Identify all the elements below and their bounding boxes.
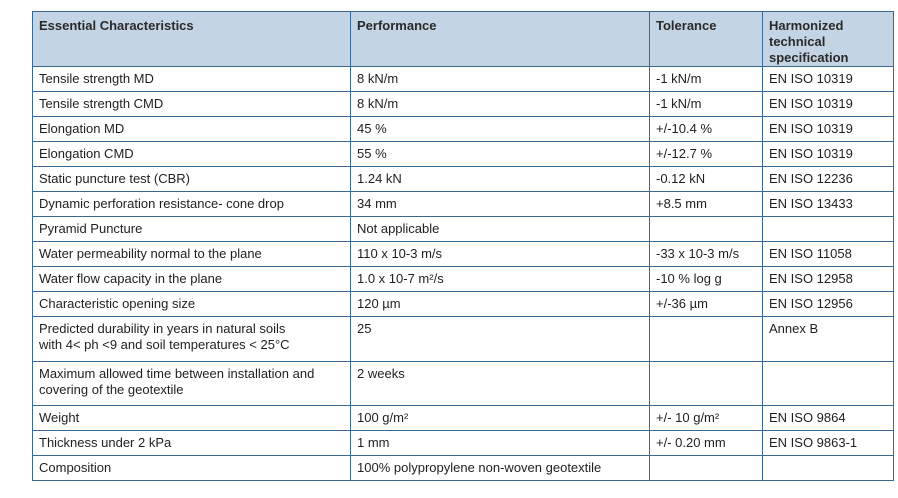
tolerance-cell: -1 kN/m [650,67,763,92]
specification-cell: EN ISO 12236 [763,167,894,192]
tolerance-cell: +/- 0.20 mm [650,431,763,456]
specification-cell: EN ISO 9863-1 [763,431,894,456]
specification-cell: EN ISO 9864 [763,406,894,431]
specification-cell: EN ISO 10319 [763,67,894,92]
performance-cell: 1.0 x 10-7 m²/s [351,267,650,292]
table-row [33,117,894,142]
tolerance-cell: +/-10.4 % [650,117,763,142]
specification-cell [763,362,894,406]
performance-cell: 110 x 10-3 m/s [351,242,650,267]
performance-cell: 34 mm [351,192,650,217]
characteristic-cell: Elongation MD [33,117,351,142]
characteristic-cell: Elongation CMD [33,142,351,167]
tolerance-cell [650,317,763,362]
table-row [33,456,894,481]
table-row [33,242,894,267]
table-row [33,167,894,192]
table-row [33,406,894,431]
performance-cell: 120 µm [351,292,650,317]
tolerance-cell [650,456,763,481]
performance-cell: 1 mm [351,431,650,456]
specification-cell: Annex B [763,317,894,362]
characteristic-cell: Predicted durability in years in natural soils with 4< ph <9 and soil temperatures < 25°C [33,317,351,362]
table-header [33,12,894,67]
specification-cell: EN ISO 10319 [763,142,894,167]
table-body [33,67,894,481]
performance-cell: Not applicable [351,217,650,242]
specification-cell: EN ISO 10319 [763,117,894,142]
header-row [33,12,894,67]
performance-cell: 8 kN/m [351,67,650,92]
specification-cell: EN ISO 10319 [763,92,894,117]
characteristic-cell: Weight [33,406,351,431]
characteristic-cell: Maximum allowed time between installation and covering of the geotextile [33,362,351,406]
specification-cell: EN ISO 13433 [763,192,894,217]
tolerance-cell: -1 kN/m [650,92,763,117]
specification-cell [763,217,894,242]
table-row [33,317,894,362]
header-performance: Performance [351,12,650,67]
characteristic-cell: Tensile strength CMD [33,92,351,117]
table-row [33,192,894,217]
performance-cell: 100% polypropylene non-woven geotextile [351,456,650,481]
performance-cell: 2 weeks [351,362,650,406]
specification-cell: EN ISO 12958 [763,267,894,292]
characteristic-cell: Static puncture test (CBR) [33,167,351,192]
tolerance-cell: +/- 10 g/m² [650,406,763,431]
performance-cell: 1.24 kN [351,167,650,192]
tolerance-cell: +8.5 mm [650,192,763,217]
header-tolerance: Tolerance [650,12,763,67]
tolerance-cell: -33 x 10-3 m/s [650,242,763,267]
characteristic-cell: Composition [33,456,351,481]
performance-cell: 45 % [351,117,650,142]
characteristics-table [32,11,894,481]
tolerance-cell: -10 % log g [650,267,763,292]
tolerance-cell: +/-36 µm [650,292,763,317]
tolerance-cell [650,362,763,406]
tolerance-cell: -0.12 kN [650,167,763,192]
performance-cell: 25 [351,317,650,362]
tolerance-cell [650,217,763,242]
characteristic-cell: Water flow capacity in the plane [33,267,351,292]
table-row [33,92,894,117]
table-row [33,142,894,167]
specification-cell: EN ISO 11058 [763,242,894,267]
characteristic-cell: Pyramid Puncture [33,217,351,242]
performance-cell: 8 kN/m [351,92,650,117]
table-row [33,431,894,456]
table-row [33,267,894,292]
performance-cell: 100 g/m² [351,406,650,431]
characteristic-cell: Tensile strength MD [33,67,351,92]
table-row [33,292,894,317]
specification-cell [763,456,894,481]
tolerance-cell: +/-12.7 % [650,142,763,167]
performance-cell: 55 % [351,142,650,167]
characteristic-cell: Characteristic opening size [33,292,351,317]
specification-cell: EN ISO 12956 [763,292,894,317]
characteristic-cell: Dynamic perforation resistance- cone drop [33,192,351,217]
header-essential-characteristics: Essential Characteristics [33,12,351,67]
table-row [33,67,894,92]
characteristic-cell: Water permeability normal to the plane [33,242,351,267]
characteristic-cell: Thickness under 2 kPa [33,431,351,456]
header-harmonized-specification: Harmonized technical specification [763,12,894,67]
table-row [33,362,894,406]
table-row [33,217,894,242]
